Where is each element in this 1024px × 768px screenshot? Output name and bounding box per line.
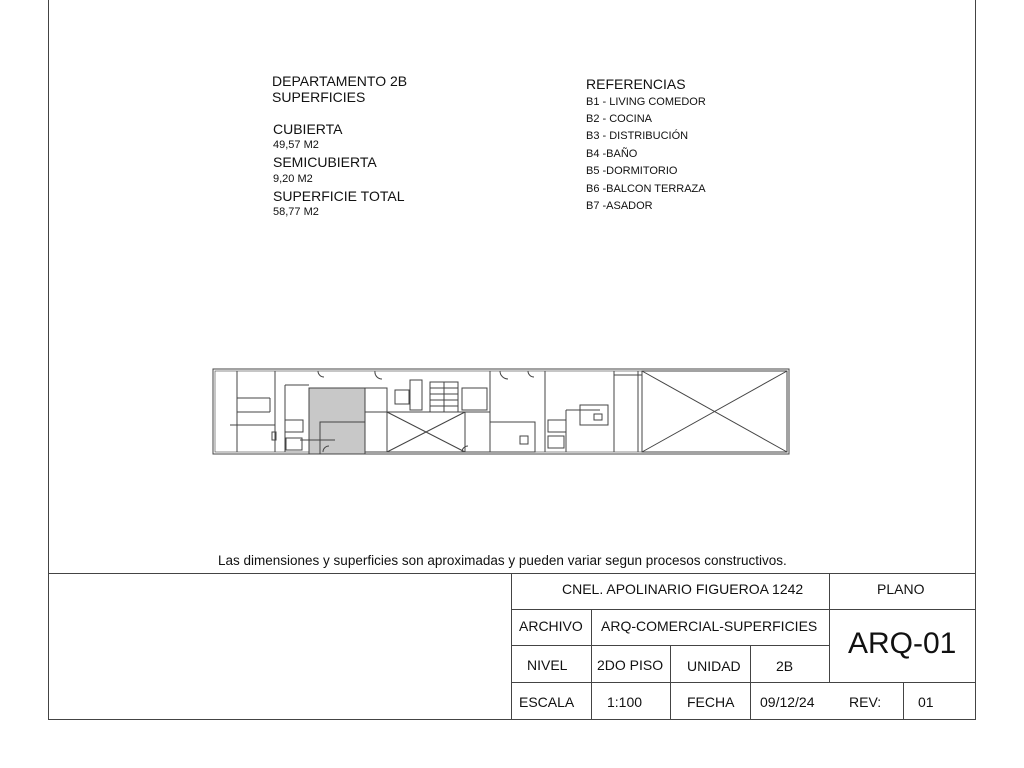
cubierta-value: 49,57 M2: [273, 139, 319, 151]
nivel-label: NIVEL: [527, 657, 568, 673]
section-title: SUPERFICIES: [272, 89, 366, 105]
semicubierta-label: SEMICUBIERTA: [273, 154, 377, 170]
fecha-value: 09/12/24: [760, 694, 815, 710]
reference-item: B6 -BALCON TERRAZA: [586, 183, 706, 195]
title-block-divider: [591, 645, 592, 720]
references-title: REFERENCIAS: [586, 76, 686, 92]
title-block-divider: [829, 573, 830, 683]
archivo-label: ARCHIVO: [519, 618, 583, 634]
escala-label: ESCALA: [519, 694, 575, 710]
plano-code: ARQ-01: [848, 627, 957, 660]
total-value: 58,77 M2: [273, 206, 319, 218]
reference-item: B7 -ASADOR: [586, 200, 653, 212]
title-block-divider: [903, 682, 904, 720]
disclaimer: Las dimensiones y superficies son aproximadas y pueden variar segun procesos constructivos.: [218, 553, 787, 568]
reference-item: B1 - LIVING COMEDOR: [586, 96, 706, 108]
title-block-divider: [511, 573, 512, 720]
reference-item: B2 - COCINA: [586, 113, 653, 125]
semicubierta-value: 9,20 M2: [273, 173, 313, 185]
reference-item: B3 - DISTRIBUCIÓN: [586, 130, 689, 142]
unidad-value: 2B: [776, 658, 794, 674]
title-block-divider: [750, 645, 751, 720]
unit-title: DEPARTAMENTO 2B: [272, 73, 408, 89]
total-label: SUPERFICIE TOTAL: [273, 188, 405, 204]
archivo-value: ARQ-COMERCIAL-SUPERFICIES: [601, 618, 818, 634]
nivel-value: 2DO PISO: [597, 657, 664, 673]
title-block-divider: [511, 609, 976, 610]
plano-label: PLANO: [877, 581, 925, 597]
rev-label: REV:: [849, 694, 882, 710]
reference-item: B4 -BAÑO: [586, 148, 638, 160]
reference-item: B5 -DORMITORIO: [586, 165, 678, 177]
rev-value: 01: [918, 694, 934, 710]
title-block-divider: [670, 645, 671, 720]
escala-value: 1:100: [607, 694, 643, 710]
plan-outline: [213, 369, 789, 454]
title-block-divider: [511, 682, 976, 683]
address: CNEL. APOLINARIO FIGUEROA 1242: [562, 581, 804, 597]
cubierta-label: CUBIERTA: [273, 121, 343, 137]
fecha-label: FECHA: [687, 694, 735, 710]
title-block-divider: [591, 609, 592, 645]
unidad-label: UNIDAD: [687, 658, 741, 674]
